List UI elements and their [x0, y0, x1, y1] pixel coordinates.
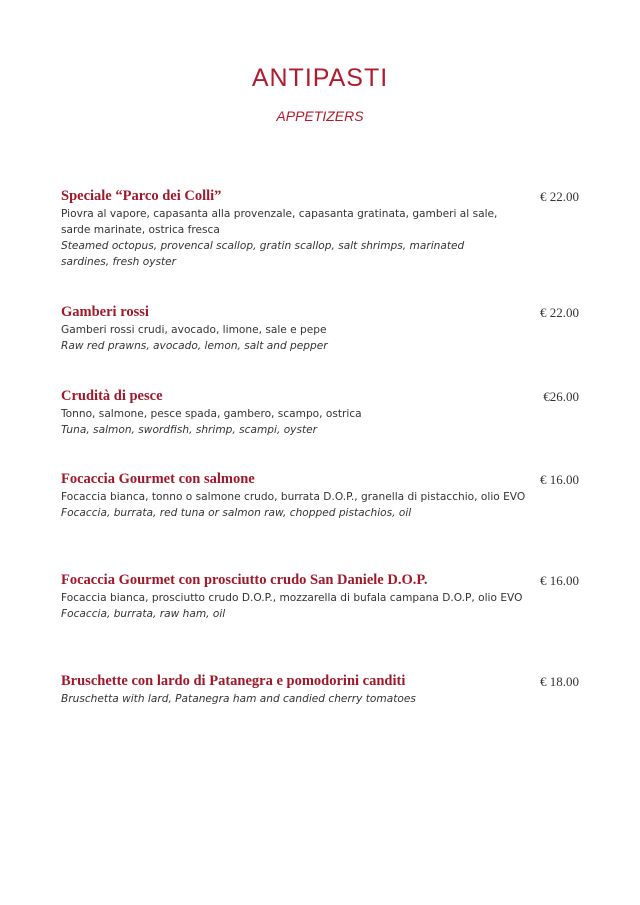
- menu-item: [61, 387, 581, 438]
- page-title: ANTIPASTI: [251, 64, 389, 92]
- menu-item: [61, 672, 581, 707]
- item-description-italian: Tonno, salmone, pesce spada, gambero, scampo, ostrica: [61, 408, 362, 420]
- item-description-italian: Focaccia bianca, prosciutto crudo D.O.P., mozzarella di bufala campana D.O.P, olio EVO: [61, 592, 523, 604]
- item-description-italian: Piovra al vapore, capasanta alla provenzale, capasanta gratinata, gamberi al sale, sarde marinate, ostrica fresca: [61, 208, 498, 236]
- item-name: Crudità di pesce: [61, 388, 163, 404]
- menu-item: [61, 571, 581, 622]
- menu-item: [61, 470, 581, 521]
- page-subtitle: APPETIZERS: [276, 108, 364, 124]
- item-name: Bruschette con lardo di Patanegra e pomodorini canditi: [61, 673, 406, 689]
- item-name: Focaccia Gourmet con salmone: [61, 471, 255, 487]
- item-description-english: Bruschetta with lard, Patanegra ham and candied cherry tomatoes: [61, 693, 416, 705]
- item-price: € 16.00: [540, 573, 579, 588]
- item-description-italian: Gamberi rossi crudi, avocado, limone, sale e pepe: [61, 324, 327, 336]
- item-description-english: Focaccia, burrata, red tuna or salmon raw, chopped pistachios, oil: [61, 507, 412, 519]
- menu-item: [61, 187, 581, 270]
- item-description-italian: Focaccia bianca, tonno o salmone crudo, burrata D.O.P., granella di pistacchio, olio EVO: [61, 491, 526, 503]
- item-price: €26.00: [543, 389, 579, 404]
- item-name: Gamberi rossi: [61, 304, 149, 320]
- item-price: € 22.00: [540, 189, 579, 204]
- item-price: € 16.00: [540, 472, 579, 487]
- item-price: € 18.00: [540, 674, 579, 689]
- item-description-english: Raw red prawns, avocado, lemon, salt and pepper: [61, 340, 328, 352]
- item-description-english: Focaccia, burrata, raw ham, oil: [61, 608, 226, 620]
- item-description-english: Tuna, salmon, swordfish, shrimp, scampi, oyster: [61, 424, 317, 436]
- item-name: Speciale “Parco dei Colli”: [61, 188, 222, 204]
- item-description-english: Steamed octopus, provencal scallop, gratin scallop, salt shrimps, marinated sardines, fresh oyster: [61, 240, 465, 268]
- item-price: € 22.00: [540, 305, 579, 320]
- menu-item: [61, 303, 581, 354]
- item-name: Focaccia Gourmet con prosciutto crudo San Daniele D.O.P.: [61, 572, 428, 588]
